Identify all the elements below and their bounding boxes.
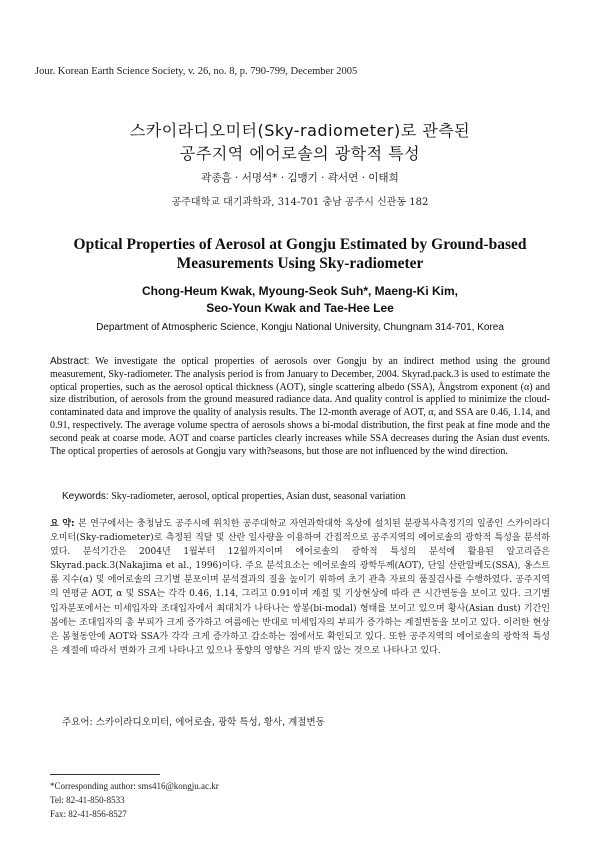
- english-authors-line-1: Chong-Heum Kwak, Myoung-Seok Suh*, Maeng-Ki Kim,: [141, 284, 458, 298]
- korean-authors: 곽종흠 · 서명석* · 김맹기 · 곽서연 · 이태희: [201, 172, 399, 184]
- korean-abstract-text: 본 연구에서는 충청남도 공주시에 위치한 공주대학교 자연과학대학 옥상에 설치된 분광복사측정기의 일종인 스카이라디오미터(Sky-radiometer)로 측정된 직달 및 산란 일사량을 이용하여 간접적으로 공주지역의 에어로솔의 광학적 특성을 분석하였다. 분석기간은 2004년 1월부터 12월까지이며 에어로솔의 광학적 특성의 분석에 활용된 알고리즘은 Skyrad.pack.3(Nakajima et al., 1996)이다. 주요 분석요소는 에어로솔의 광학두께(AOT), 단일 산란알베도(SSA), 옹스트롬 지수(α) 및 에어로솔의 크기별 분포이며 분석결과의 질을 높이기 위하여 초기 관측 자료의 품질검사를 수행하였다. 공주지역의 연평균 AOT, α 및 SSA는 각각 0.46, 1.14, 그리고 0.91이며 계절 및 기상현상에 따라 큰 시간변동을 보이고 있다. 크기별 입자분포에서는 미세입자와 조대입자에서 최대치가 나타나는 쌍봉(bi-modal) 형태를 보이고 있으며 황사(Asian dust) 기간인 봄에는 조대입자의 총 부피가 크게 증가하고 여름에는 반대로 미세입자의 부피가 증가하는 계절변동을 보이고 있다. 이러한 현상은 봄철동안에 AOT와 SSA가 각각 크게 증가하고 감소하는 점에서도 확인되고 있다. 또한 공주지역의 에어로솔의 광학적 특성은 계절에 따라서 변화가 크게 나타나고 있으나 풍향의 영향은 거의 받지 않는 것으로 나타나고 있다.: [50, 519, 550, 656]
- korean-affiliation: 공주대학교 대기과학과, 314-701 충남 공주시 신관동 182: [171, 197, 429, 208]
- abstract-text: We investigate the optical properties of aerosols over Gongju by an indirect method using the ground measurement, Sky-radiometer. The analysis period is from January to December, 2004. Skyrad.pack.3 is used to estimate the optical properties, such as the aerosol optical thickness (AOT), single scattering albedo (SSA), Ångstrom exponent (α) and size distribution, of aerosols from the ground measured radiance data. And quality control is applied to minimize the cloud-contaminated data and improve the quality of analysis results. The 12-month average of AOT, α, and SSA are 0.46, 1.14, and 0.91, respectively. The average volume spectra of aerosols shows a bi-modal distribution, the first peak at fine mode and the second peak at coarse mode. AOT and coarse particles clearly increases while SSA decreases during the Asian dust events. The optical properties of aerosols at Gongju vary with?seasons, but those are not influenced by the wind direction.: [50, 356, 550, 457]
- english-abstract: [50, 356, 550, 458]
- korean-title-line-2: 공주지역 에어로솔의 광학적 특성: [179, 144, 421, 163]
- english-affiliation: Department of Atmospheric Science, Kongju National University, Chungnam 314-701, Korea: [96, 322, 504, 333]
- keywords-text: Sky-radiometer, aerosol, optical properties, Asian dust, seasonal variation: [111, 491, 406, 502]
- footnote-tel: Tel: 82-41-850-8533: [50, 795, 125, 805]
- english-title-line-1: Optical Properties of Aerosol at Gongju Estimated by Ground-based: [73, 236, 527, 253]
- korean-keywords: [62, 714, 325, 728]
- abstract-label: Abstract:: [50, 356, 90, 367]
- footnote-fax: Fax: 82-41-856-8527: [50, 809, 127, 819]
- footnote-rule: [50, 774, 160, 775]
- keywords-label: Keywords:: [62, 491, 109, 502]
- korean-title-line-1: 스카이라디오미터(Sky-radiometer)로 관측된: [129, 121, 471, 140]
- korean-keywords-label: 주요어:: [62, 717, 93, 728]
- footnote-corresponding-author: *Corresponding author: sms416@kongju.ac.kr: [50, 781, 219, 791]
- english-authors-line-2: Seo-Youn Kwak and Tae-Hee Lee: [206, 301, 394, 315]
- korean-keywords-text: 스카이라디오미터, 에어로솔, 광학 특성, 황사, 계절변동: [95, 717, 325, 728]
- korean-abstract: [50, 517, 550, 658]
- english-title-line-2: Measurements Using Sky-radiometer: [176, 255, 424, 272]
- korean-abstract-label: 요 약:: [50, 519, 75, 529]
- english-keywords: [62, 491, 405, 502]
- journal-reference: Jour. Korean Earth Science Society, v. 26, no. 8, p. 790-799, December 2005: [35, 66, 358, 77]
